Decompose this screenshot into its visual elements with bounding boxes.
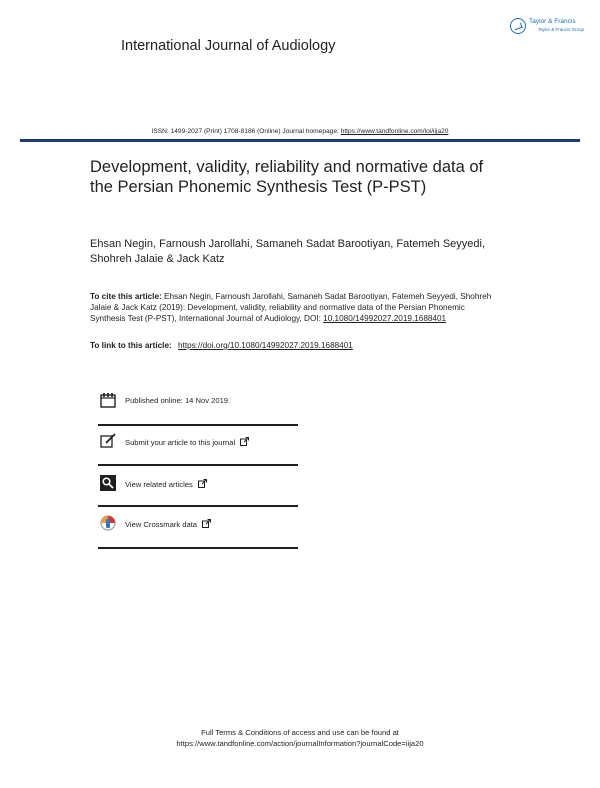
- info-divider: [98, 505, 298, 507]
- published-online-label: Published online: 14 Nov 2019.: [125, 396, 231, 405]
- article-doi-link[interactable]: https://doi.org/10.1080/14992027.2019.1688401: [178, 341, 353, 350]
- issn-text: ISSN: 1499-2027 (Print) 1708-8186 (Online) Journal homepage:: [151, 128, 341, 135]
- publisher-logo-icon: [510, 18, 526, 34]
- crossmark-label: View Crossmark data: [125, 519, 211, 529]
- publisher-logo[interactable]: [510, 16, 585, 38]
- article-link-line: [90, 341, 510, 350]
- info-divider: [98, 424, 298, 426]
- crossmark-icon: [100, 515, 116, 531]
- submit-article-label: Submit your article to this journal: [125, 437, 249, 447]
- search-icon: [100, 475, 116, 491]
- related-articles-link[interactable]: [100, 475, 298, 495]
- external-link-icon: [202, 519, 211, 528]
- info-divider: [98, 464, 298, 466]
- calendar-icon: [100, 392, 116, 408]
- citation-text: Ehsan Negin, Farnoush Jarollahi, Samaneh Sadat Barootiyan, Fatemeh Seyyedi, Shohreh Jalaie & Jack Katz (2019): Development, validity, reliability and normative data of the Persian Phonemic Synthesis Test (P-PST), International Journal of Audiology, DOI:: [90, 292, 492, 323]
- footer-terms-link[interactable]: https://www.tandfonline.com/action/journalInformation?journalCode=iija20: [176, 739, 424, 748]
- citation-label: To cite this article:: [90, 292, 162, 301]
- footer: [0, 727, 600, 749]
- journal-title: International Journal of Audiology: [121, 38, 336, 54]
- edit-icon: [100, 433, 116, 449]
- header-divider: [20, 139, 580, 142]
- publisher-logo-subtitle: Taylor & Francis Group: [538, 27, 585, 32]
- published-online-item: [100, 392, 298, 412]
- submit-article-link[interactable]: [100, 433, 298, 453]
- external-link-icon: [198, 479, 207, 488]
- external-link-icon: [240, 437, 249, 446]
- publisher-logo-name: Taylor & Francis: [529, 18, 576, 25]
- article-title: Development, validity, reliability and normative data of the Persian Phonemic Synthesis Test (P-PST): [90, 158, 484, 196]
- article-authors: Ehsan Negin, Farnoush Jarollahi, Samaneh Sadat Barootiyan, Fatemeh Seyyedi, Shohreh Jalaie & Jack Katz: [90, 238, 486, 265]
- issn-line: [0, 128, 600, 135]
- citation-doi-link[interactable]: 10.1080/14992027.2019.1688401: [323, 314, 447, 323]
- related-articles-label: View related articles: [125, 479, 207, 489]
- article-link-label: To link to this article:: [90, 341, 175, 350]
- citation-block: [90, 291, 502, 324]
- info-divider: [98, 547, 298, 549]
- journal-homepage-link[interactable]: https://www.tandfonline.com/loi/iija20: [340, 128, 449, 135]
- footer-terms-text: Full Terms & Conditions of access and use can be found at: [201, 728, 399, 737]
- crossmark-link[interactable]: [100, 515, 298, 535]
